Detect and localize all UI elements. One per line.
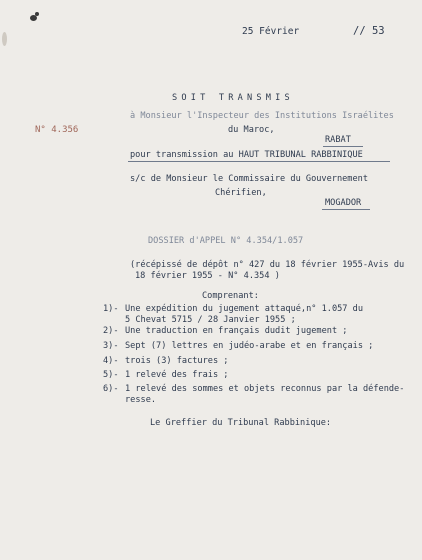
item-text: Sept (7) lettres en judéo-arabe et en français ; — [125, 341, 374, 351]
item-text: 1 relevé des frais ; — [125, 370, 229, 380]
item-text: trois (3) factures ; — [125, 356, 229, 366]
item-text: Une expédition du jugement attaqué,n° 1.057 du — [125, 304, 363, 314]
clerk-signature-line: Le Greffier du Tribunal Rabbinique: — [150, 418, 332, 428]
transmission-line: pour transmission au HAUT TRIBUNAL RABBINIQUE — [130, 150, 363, 160]
binding-mark — [2, 32, 7, 46]
item-text: resse. — [125, 395, 157, 405]
commissioner-line: s/c de Monsieur le Commissaire du Gouvernement — [130, 174, 368, 184]
item-number: 1)- — [103, 304, 119, 314]
addressee-city: RABAT — [325, 135, 351, 145]
item-number: 4)- — [103, 356, 119, 366]
addressee-line: à Monsieur l'Inspecteur des Institutions Israélites — [130, 111, 394, 121]
date-stamp: 25 Février — [242, 26, 300, 37]
transmission-underline — [128, 161, 390, 162]
addressee-line: du Maroc, — [228, 125, 275, 135]
destination-underline — [322, 209, 370, 210]
item-number: 5)- — [103, 370, 119, 380]
item-number: 6)- — [103, 384, 119, 394]
receipt-line: (récépissé de dépôt n° 427 du 18 février 1955-Avis du — [130, 260, 405, 270]
ink-stain — [35, 12, 39, 16]
commissioner-line: Chérifien, — [215, 188, 267, 198]
item-text: Une traduction en français dudit jugement ; — [125, 326, 348, 336]
item-text: 5 Chevat 5715 / 28 Janvier 1955 ; — [125, 315, 296, 325]
folio-number: // 53 — [353, 25, 385, 37]
receipt-line: 18 février 1955 - N° 4.354 ) — [135, 271, 280, 281]
comprenant-heading: Comprenant: — [202, 291, 259, 301]
item-number: 3)- — [103, 341, 119, 351]
destination-city: MOGADOR — [325, 198, 362, 208]
dossier-reference: DOSSIER d'APPEL N° 4.354/1.057 — [148, 236, 304, 246]
margin-number: N° 4.356 — [35, 125, 79, 135]
city-underline — [323, 146, 363, 147]
item-text: 1 relevé des sommes et objets reconnus par la défende- — [125, 384, 405, 394]
document-title: SOIT TRANSMIS — [172, 93, 294, 103]
item-number: 2)- — [103, 326, 119, 336]
